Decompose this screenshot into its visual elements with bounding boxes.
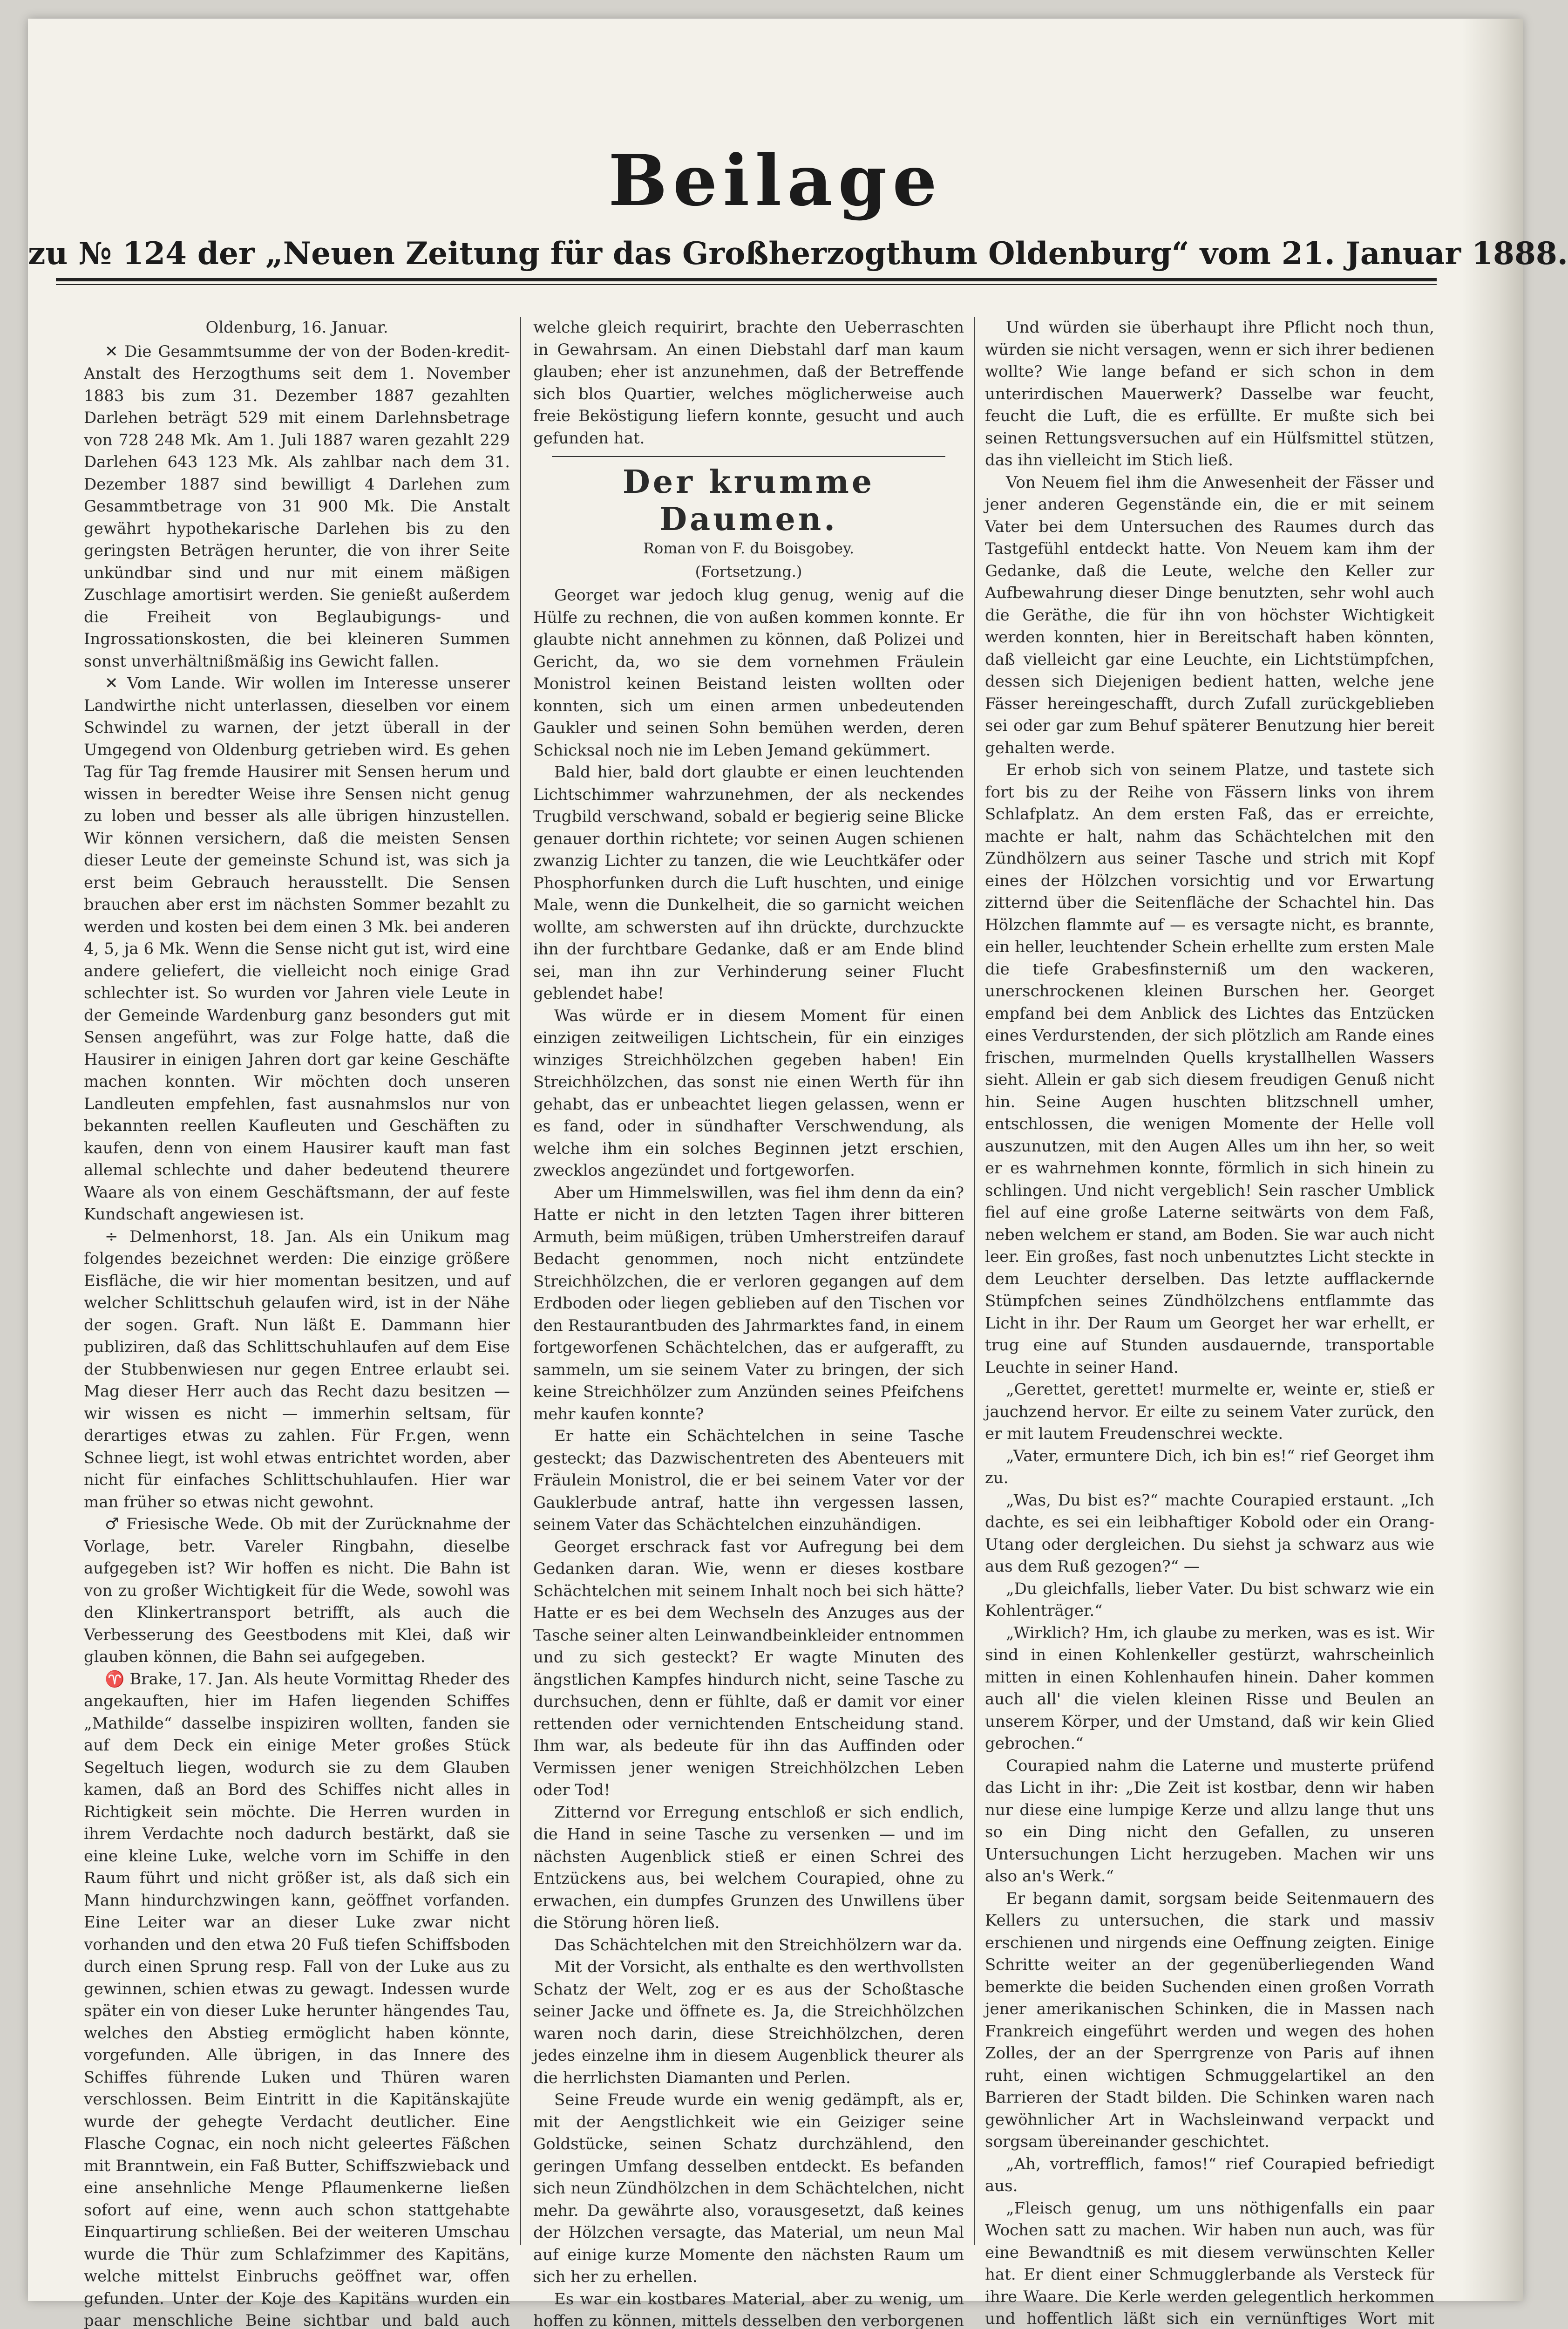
serial-paragraph: Von Neuem fiel ihm die Anwesenheit der Fässer und jener anderen Gegenstände ein, die er mit seinem Vater bei dem Untersuchen des Raumes durch das Tastgefühl entdeckt hatte. Von Neuem kam ihm der Gedanke, daß die Leute, welche den Keller zur Aufbewahrung dieser Dinge benutzten, sehr wohl auch die Geräthe, die für ihn von höchster Wichtigkeit werden konnten, hier in Bereitschaft haben könnten, daß vielleicht gar eine Leuchte, ein Lichtstümpfchen, dessen sich Diejenigen bedient hatten, welche jene Fässer hereingeschafft, durch Zufall zurückgeblieben sei oder gar zum Behuf späterer Benutzung hier bereit gehalten werde. [985, 472, 1434, 760]
serial-paragraph: Georget war jedoch klug genug, wenig auf die Hülfe zu rechnen, die von außen kommen konnte. Er glaubte nicht annehmen zu können, daß Polizei und Gericht, da, wo sie dem vornehmen Fräulein Monistrol keinen Beistand leisten wollten oder konnten, sich um einen armen unbedeutenden Gaukler und seinen Sohn bemühen werden, deren Schicksal noch nie im Leben Jemand gekümmert. [533, 585, 964, 762]
column-divider [520, 317, 521, 2245]
serial-paragraph: Aber um Himmelswillen, was fiel ihm denn da ein? Hatte er nicht in den letzten Tagen ihrer bitteren Armuth, beim müßigen, trüben Umherstreifen darauf Bedacht genommen, noch nicht entzündete Streichhölzchen, die er verloren gegangen auf dem Erdboden oder liegen geblieben auf den Tischen vor den Restaurantbuden des Jahrmarktes fand, in einem fortgeworfenen Schächtelchen, das er aufgerafft, zu sammeln, um sie seinem Vater zu bringen, der sich keine Streichhölzer zum Anzünden seines Pfeifchens mehr kaufen konnte? [533, 1182, 964, 1426]
article-delmenhorst: ÷ Delmenhorst, 18. Jan. Als ein Unikum mag folgendes bezeichnet werden: Die einzige größere Eisfläche, die wir hier momentan besitzen, und auf welcher Schlittschuh gelaufen wird, ist in der Nähe der sogen. Graft. Nun läßt E. Dammann hier publiziren, daß das Schlittschuhlaufen auf dem Eise der Stubbenwiesen nur gegen Entree erlaubt sei. Mag dieser Herr auch das Recht dazu besitzen — wir wissen es nicht — immerhin seltsam, für derartiges etwas zu zahlen. Für Fr.gen, wenn Schnee liegt, ist wohl etwas entrichtet worden, aber nicht für einfaches Schlittschuhlaufen. Hier war man früher so etwas nicht gewohnt. [84, 1226, 510, 1514]
column-1 [84, 317, 510, 2268]
dateline: Oldenburg, 16. Januar. [84, 317, 510, 339]
serial-paragraph: Es war ein kostbares Material, aber zu wenig, um hoffen zu können, mittels desselben den verborgenen [533, 2288, 964, 2329]
serial-paragraph: „Ah, vortrefflich, famos!“ rief Courapied befriedigt aus. [985, 2153, 1434, 2198]
serial-paragraph: Bald hier, bald dort glaubte er einen leuchtenden Lichtschimmer wahrzunehmen, der als neckendes Trugbild verschwand, sobald er begierig seine Blicke genauer dorthin richtete; vor seinen Augen schienen zwanzig Lichter zu tanzen, die wie Leuchtkäfer oder Phosphorfunken durch die Luft huschten, und einige Male, wenn die Dunkelheit, die so garnicht weichen wollte, am schwersten auf ihn drückte, durchzuckte ihn der furchtbare Gedanke, daß er am Ende blind sei, man ihn zur Verhinderung seiner Flucht geblendet habe! [533, 762, 964, 1005]
page-binding-shadow [1462, 19, 1523, 2301]
serial-author: Roman von F. du Boisgobey. [533, 538, 964, 558]
column-divider [974, 317, 975, 2245]
serial-paragraph: Seine Freude wurde ein wenig gedämpft, als er, mit der Aengstlichkeit wie ein Geiziger seine Goldstücke, seinen Schatz durchzählend, den geringen Umfang desselben entdeckt. Es befanden sich neun Zündhölzchen in dem Schächtelchen, nicht mehr. Da gewährte also, vorausgesetzt, daß keines der Hölzchen versagte, das Material, um neun Mal auf einige kurze Momente den nächsten Raum um sich her zu erhellen. [533, 2089, 964, 2288]
serial-paragraph: „Wirklich? Hm, ich glaube zu merken, was es ist. Wir sind in einen Kohlenkeller gestürzt, wahrscheinlich mitten in einen Kohlenhaufen hinein. Daher kommen auch all' die vielen kleinen Risse und Beulen an unserem Körper, und der Umstand, daß wir kein Glied gebrochen.“ [985, 1622, 1434, 1755]
serial-paragraph: Das Schächtelchen mit den Streichhölzern war da. [533, 1934, 964, 1957]
newspaper-page [28, 19, 1523, 2301]
header-rule [56, 278, 1437, 285]
article-friesische-wede: ♂ Friesische Wede. Ob mit der Zurücknahme der Vorlage, betr. Vareler Ringbahn, dieselbe aufgegeben ist? Wir hoffen es nicht. Die Bahn ist von zu großer Wichtigkeit für die Wede, sowohl was den Klinkertransport betrifft, als auch die Verbesserung des Geestbodens mit Klei, daß wir glauben können, die Bahn sei aufgegeben. [84, 1513, 510, 1668]
column-2 [533, 317, 964, 2268]
article-brake: ♈ Brake, 17. Jan. Als heute Vormittag Rheder des angekauften, hier im Hafen liegenden Schiffes „Mathilde“ dasselbe inspiziren wollten, fanden sie auf dem Deck ein einige Meter großes Stück Segeltuch liegen, wodurch sie zu dem Glauben kamen, daß an Bord des Schiffes nicht alles in Richtigkeit sein möchte. Die Herren wurden in ihrem Verdachte noch dadurch bestärkt, daß sie eine kleine Luke, welche vorn im Schiffe in den Raum führt und nicht größer ist, als daß sich ein Mann hindurchzwingen kann, geöffnet vorfanden. Eine Leiter war an dieser Luke zwar nicht vorhanden und den etwa 20 Fuß tiefen Schiffsboden durch einen Sprung resp. Fall von der Luke aus zu gewinnen, schien etwas zu gewagt. Indessen wurde später ein von dieser Luke herunter hängendes Tau, welches den Abstieg ermöglicht haben könnte, vorgefunden. Alle übrigen, in das Innere des Schiffes führende Luken und Thüren waren verschlossen. Beim Eintritt in die Kapitänskajüte wurde der gehegte Verdacht deutlicher. Eine Flasche Cognac, ein noch nicht geleertes Fäßchen mit Branntwein, ein Faß Butter, Schiffszwieback und eine ansehnliche Menge Pflaumenkerne ließen sofort auf eine, wenn auch schon stattgehabte Einquartirung schließen. Bei der weiteren Umschau wurde die Thür zum Schlafzimmer des Kapitäns, welche mittelst Einbruchs geöffnet war, offen gefunden. Unter der Koje des Kapitäns wurden ein paar menschliche Beine sichtbar und bald auch [84, 1668, 510, 2329]
serial-paragraph: „Gerettet, gerettet! murmelte er, weinte er, stieß er jauchzend hervor. Er eilte zu seinem Vater zurück, den er mit lautem Freudenschrei weckte. [985, 1379, 1434, 1445]
serial-paragraph: Mit der Vorsicht, als enthalte es den werthvollsten Schatz der Welt, zog er es aus der Schoßtasche seiner Jacke und öffnete es. Ja, die Streichhölzchen waren noch darin, diese Streichhölzchen, deren jedes einzelne ihm in diesem Augenblick theurer als die herrlichsten Diamanten und Perlen. [533, 1956, 964, 2089]
column-3 [985, 317, 1434, 2268]
serial-paragraph: Georget erschrack fast vor Aufregung bei dem Gedanken daran. Wie, wenn er dieses kostbare Schächtelchen mit seinem Inhalt noch bei sich hätte? Hatte er es bei dem Wechseln des Anzuges aus der Tasche seiner alten Leinwandbeinkleider entnommen und zu sich gesteckt? Er wagte Minuten des ängstlichen Kampfes hindurch nicht, seine Tasche zu durchsuchen, denn er fühlte, daß er damit vor einer rettenden oder vernichtenden Entscheidung stand. Ihm war, als bedeute für ihn das Auffinden oder Vermissen jener wenigen Streichhölzchen Leben oder Tod! [533, 1536, 964, 1802]
supplement-title: Beilage [28, 140, 1523, 222]
serial-paragraph: „Du gleichfalls, lieber Vater. Du bist schwarz wie ein Kohlenträger.“ [985, 1578, 1434, 1622]
serial-paragraph: Courapied nahm die Laterne und musterte prüfend das Licht in ihr: „Die Zeit ist kostbar, denn wir haben nur diese eine lumpige Kerze und allzu lange thut uns so ein Ding nicht den Gefallen, zu unseren Untersuchungen Licht herzugeben. Machen wir uns also an's Werk.“ [985, 1755, 1434, 1888]
serial-title: Der krumme Daumen. [533, 463, 964, 538]
serial-continuation-note: (Fortsetzung.) [533, 558, 964, 585]
article-vom-lande: ✕ Vom Lande. Wir wollen im Interesse unserer Landwirthe nicht unterlassen, dieselben vor einem Schwindel zu warnen, der jetzt überall in der Umgegend von Oldenburg getrieben wird. Es gehen Tag für Tag fremde Hausirer mit Sensen herum und wissen in beredter Weise ihre Sensen nicht genug zu loben und besser als alle übrigen hinzustellen. Wir können versichern, daß die meisten Sensen dieser Leute der gemeinste Schund ist, was sich ja erst beim Gebrauch herausstellt. Die Sensen brauchen aber erst im nächsten Sommer bezahlt zu werden und kosten bei dem einen 3 Mk. bei anderen 4, 5, ja 6 Mk. Wenn die Sense nicht gut ist, wird eine andere geliefert, die vielleicht noch einige Grad schlechter ist. So wurden vor Jahren viele Leute in der Gemeinde Wardenburg ganz besonders gut mit Sensen angeführt, was zur Folge hatte, daß die Hausirer in einigen Jahren dort gar keine Geschäfte machen konnten. Wir möchten doch unseren Landleuten empfehlen, fast ausnahmslos nur von bekannten reellen Kaufleuten und Geschäften zu kaufen, denn von einem Hausirer kauft man fast allemal schlechte und daher bedeutend theurere Waare als von einem Geschäftsmann, der auf feste Kundschaft angewiesen ist. [84, 673, 510, 1226]
serial-paragraph: „Vater, ermuntere Dich, ich bin es!“ rief Georget ihm zu. [985, 1445, 1434, 1490]
serial-paragraph: Er erhob sich von seinem Platze, und tastete sich fort bis zu der Reihe von Fässern links von ihrem Schlafplatz. An dem ersten Faß, das er erreichte, machte er halt, nahm das Schächtelchen mit den Zündhölzern aus seiner Tasche und strich mit Kopf eines der Hölzchen vorsichtig und vor Erwartung zitternd über die Seitenfläche der Schachtel hin. Das Hölzchen flammte auf — es versagte nicht, es brannte, ein heller, leuchtender Schein erhellte zum ersten Male die tiefe Grabesfinsterniß um den wackeren, unerschrockenen kleinen Burschen her. Georget empfand bei dem Anblick des Lichtes das Entzücken eines Verdurstenden, der sich plötzlich am Rande eines frischen, murmelnden Quells krystallhellen Wassers sieht. Allein er gab sich diesem freudigen Genuß nicht hin. Seine Augen huschten blitzschnell umher, entschlossen, die wenigen Momente der Helle voll auszunutzen, mit den Augen Alles um ihn her, so weit er es wahrnehmen konnte, förmlich in sich hinein zu schlingen. Und nicht vergeblich! Sein rascher Umblick fiel auf eine große Laterne seitwärts von dem Faß, neben welchem er stand, am Boden. Sie war auch nicht leer. Ein großes, fast noch unbenutztes Licht steckte in dem Leuchter derselben. Das letzte aufflackernde Stümpfchen seines Zündhölzchens entflammte das Licht in ihr. Der Raum um Georget her war erhellt, er trug eine auf Stunden ausdauernde, transportable Leuchte in seiner Hand. [985, 759, 1434, 1379]
serial-paragraph: Zitternd vor Erregung entschloß er sich endlich, die Hand in seine Tasche zu versenken — und im nächsten Augenblick stieß er einen Schrei des Entzückens aus, bei welchem Courapied, ohne zu erwachen, ein dumpfes Grunzen des Unwillens über die Störung hören ließ. [533, 1802, 964, 1934]
serial-paragraph: „Was, Du bist es?“ machte Courapied erstaunt. „Ich dachte, es sei ein leibhaftiger Kobold oder ein Orang-Utang oder dergleichen. Du siehst ja schwarz aus wie aus dem Ruß gezogen?“ — [985, 1490, 1434, 1578]
serial-paragraph: Er begann damit, sorgsam beide Seitenmauern des Kellers zu untersuchen, die stark und massiv erschienen und nirgends eine Oeffnung zeigten. Einige Schritte weiter an der gegenüberliegenden Wand bemerkte die beiden Suchenden einen großen Vorrath jener amerikanischen Schinken, die in Massen nach Frankreich eingeführt werden und wegen des hohen Zolles, der an der Sperrgrenze von Paris auf ihnen ruht, einen wichtigen Schmuggelartikel an den Barrieren der Stadt bilden. Die Schinken waren nach gewöhnlicher Art in Wachsleinwand verpackt und sorgsam übereinander geschichtet. [985, 1888, 1434, 2153]
section-rule [552, 456, 945, 457]
serial-paragraph: Und würden sie überhaupt ihre Pflicht noch thun, würden sie nicht versagen, wenn er sich ihrer bedienen wollte? Wie lange befand er sich schon in dem unterirdischen Mauerwerk? Dasselbe war feucht, feucht die Luft, die es erfüllte. Er mußte sich bei seinen Rettungsversuchen auf ein Hülfsmittel stützen, das ihn vielleicht im Stich ließ. [985, 317, 1434, 472]
supplement-subtitle: zu № 124 der „Neuen Zeitung für das Großherzogthum Oldenburg“ vom 21. Januar 1888. [28, 235, 1523, 272]
serial-paragraph: Er hatte ein Schächtelchen in seine Tasche gesteckt; das Dazwischentreten des Abenteuers mit Fräulein Monistrol, die er bei seinem Vater vor der Gauklerbude antraf, hatte ihn vergessen lassen, seinem Vater das Schächtelchen einzuhändigen. [533, 1425, 964, 1536]
serial-paragraph: Was würde er in diesem Moment für einen einzigen zeitweiligen Lichtschein, für ein einziges winziges Streichhölzchen gegeben haben! Ein Streichhölzchen, das sonst nie einen Werth für ihn gehabt, das er unbeachtet liegen gelassen, wenn er es fand, oder in sündhafter Verschwendung, als welche ihm ein solches Beginnen jetzt erschien, zwecklos angezündet und fortgeworfen. [533, 1005, 964, 1182]
article-bodenkredit: ✕ Die Gesammtsumme der von der Boden-kredit-Anstalt des Herzogthums seit dem 1. November 1883 bis zum 31. Dezember 1887 gezahlten Darlehen beträgt 529 mit einem Darlehnsbetrage von 728 248 Mk. Am 1. Juli 1887 waren gezahlt 229 Darlehen 643 123 Mk. Als zahlbar nach dem 31. Dezember 1887 sind bewilligt 4 Darlehen zum Gesammtbetrage von 31 900 Mk. Die Anstalt gewährt hypothekarische Darlehen bis zu den geringsten Beträgen herunter, die von ihrer Seite unkündbar sind und nur mit einem mäßigen Zuschlage amortisirt werden. Sie genießt außerdem die Freiheit von Beglaubigungs- und Ingrossationskosten, die bei kleineren Summen sonst unverhältnißmäßig ins Gewicht fallen. [84, 341, 510, 673]
article-brake-continued: welche gleich requirirt, brachte den Ueberraschten in Gewahrsam. An einen Diebstahl darf man kaum glauben; eher ist anzunehmen, daß der Betreffende sich blos Quartier, welches möglicherweise auch freie Beköstigung liefern konnte, gesucht und auch gefunden hat. [533, 317, 964, 449]
serial-paragraph: „Fleisch genug, um uns nöthigenfalls ein paar Wochen satt zu machen. Wir haben nun auch, was für eine Bewandtniß es mit diesem verwünschten Keller hat. Er dient einer Schmugglerbande als Versteck für ihre Waare. Die Kerle werden gelegentlich herkommen und hoffentlich läßt sich ein vernünftiges Wort mit [985, 2198, 1434, 2329]
